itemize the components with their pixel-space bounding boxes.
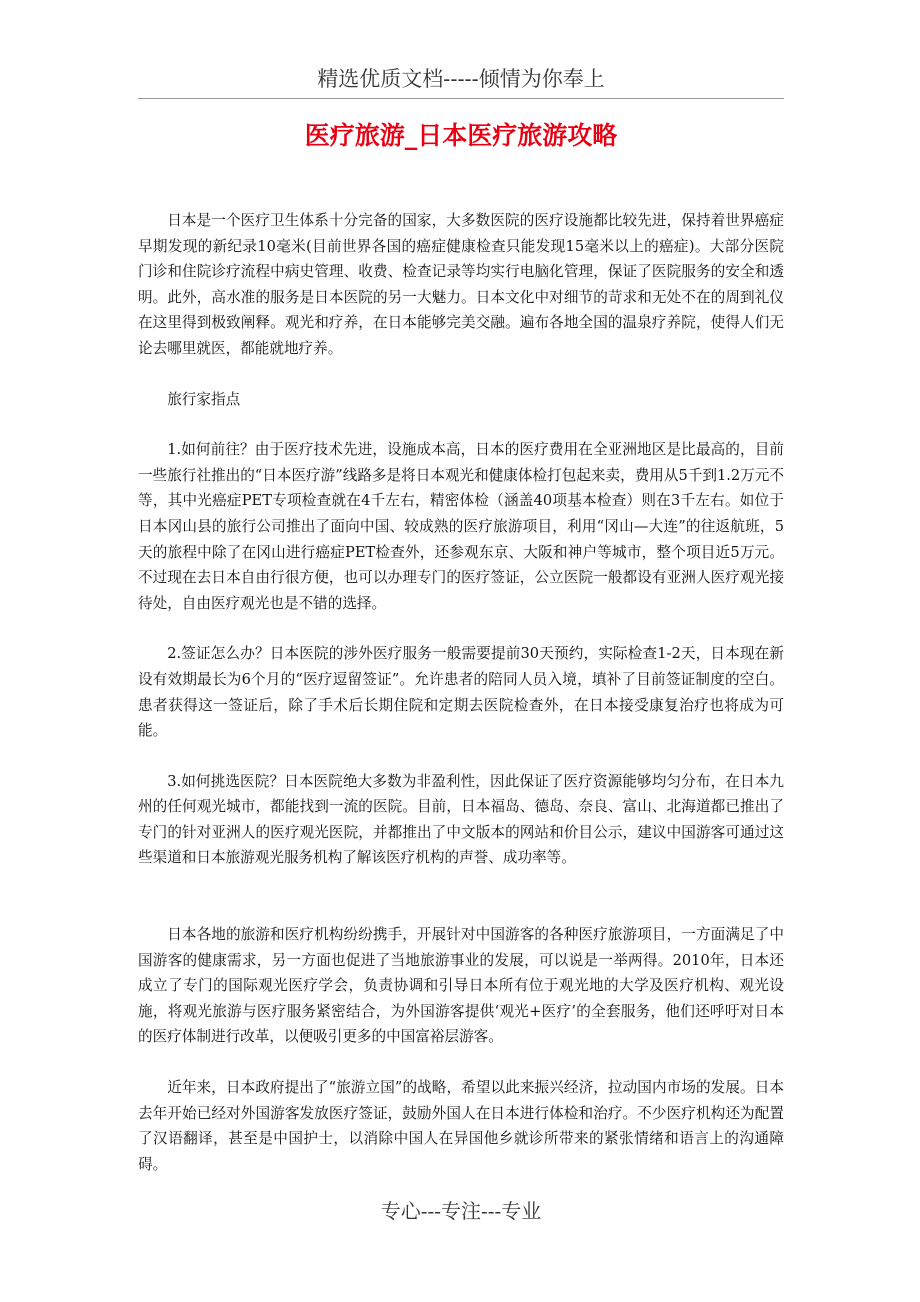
page-footer — [138, 1196, 784, 1226]
section-label: 旅行家指点 — [167, 390, 241, 408]
page-header — [138, 64, 784, 99]
question-2-paragraph: 2.签证怎么办？日本医院的涉外医疗服务一般需要提前30天预约，实际检查1-2天，日本现在新设有效期最长为6个月的“医疗逗留签证”。允许患者的陪同人员入境，填补了目前签证制度的空白。患者获得这一签证后，除了手术后长期住院和定期去医院检查外，在日本接受康复治疗也将成为可能。 — [138, 645, 784, 740]
recent-paragraph: 近年来，日本政府提出了“旅游立国”的战略，希望以此来振兴经济，拉动国内市场的发展。日本去年开始已经对外国游客发放医疗签证，鼓励外国人在日本进行体检和治疗。不少医疗机构还为配置了汉语翻译，甚至是中国护士，以消除中国人在异国他乡就诊所带来的紧张情绪和语言上的沟通障碍。 — [138, 1079, 784, 1173]
document-body — [138, 208, 784, 1177]
header-text: 精选优质文档-----倾情为你奉上 — [317, 67, 605, 91]
question-1-paragraph: 1.如何前往？由于医疗技术先进，设施成本高，日本的医疗费用在全亚洲地区是比最高的，目前一些旅行社推出的“日本医疗游”线路多是将日本观光和健康体检打包起来卖，费用从5千到1.2万元不等，其中光癌症PET专项检查就在4千左右，精密体检（涵盖40项基本检查）则在3千左右。如位于日本冈山县的旅行公司推出了面向中国、较成熟的医疗旅游项目，利用“冈山—大连”的往返航班，5天的旅程中除了在冈山进行癌症PET检查外，还参观东京、大阪和神户等城市，整个项目近5万元。不过现在去日本自由行很方便，也可以办理专门的医疗签证，公立医院一般都设有亚洲人医疗观光接待处，自由医疗观光也是不错的选择。 — [138, 441, 784, 612]
footer-text: 专心---专注---专业 — [380, 1199, 542, 1223]
projects-paragraph: 日本各地的旅游和医疗机构纷纷携手，开展针对中国游客的各种医疗旅游项目，一方面满足了中国游客的健康需求，另一方面也促进了当地旅游事业的发展，可以说是一举两得。2010年，日本还成立了专门的国际观光医疗学会，负责协调和引导日本所有位于观光地的大学及医疗机构、观光设施，将观光旅游与医疗服务紧密结合，为外国游客提供‘观光+医疗’的全套服务，他们还呼吁对日本的医疗体制进行改革，以便吸引更多的中国富裕层游客。 — [138, 926, 784, 1046]
question-3-paragraph: 3.如何挑选医院？日本医院绝大多数为非盈利性，因此保证了医疗资源能够均匀分布，在日本九州的任何观光城市，都能找到一流的医院。目前，日本福岛、德岛、奈良、富山、北海道都已推出了专门的针对亚洲人的医疗观光医院，并都推出了中文版本的网站和价目公示，建议中国游客可通过这些渠道和日本旅游观光服务机构了解该医疗机构的声誉、成功率等。 — [138, 772, 784, 867]
document-title: 医疗旅游_日本医疗旅游攻略 — [304, 121, 618, 150]
intro-paragraph: 日本是一个医疗卫生体系十分完备的国家，大多数医院的医疗设施都比较先进，保持着世界癌症早期发现的新纪录10毫米(目前世界各国的癌症健康检查只能发现15毫米以上的癌症)。大部分医院门诊和住院诊疗流程中病史管理、收费、检查记录等均实行电脑化管理，保证了医院服务的安全和透明。此外，高水准的服务是日本医院的另一大魅力。日本文化中对细节的苛求和无处不在的周到礼仪在这里得到极致阐释。观光和疗养，在日本能够完美交融。遍布各地全国的温泉疗养院，使得人们无论去哪里就医，都能就地疗养。 — [138, 212, 784, 357]
